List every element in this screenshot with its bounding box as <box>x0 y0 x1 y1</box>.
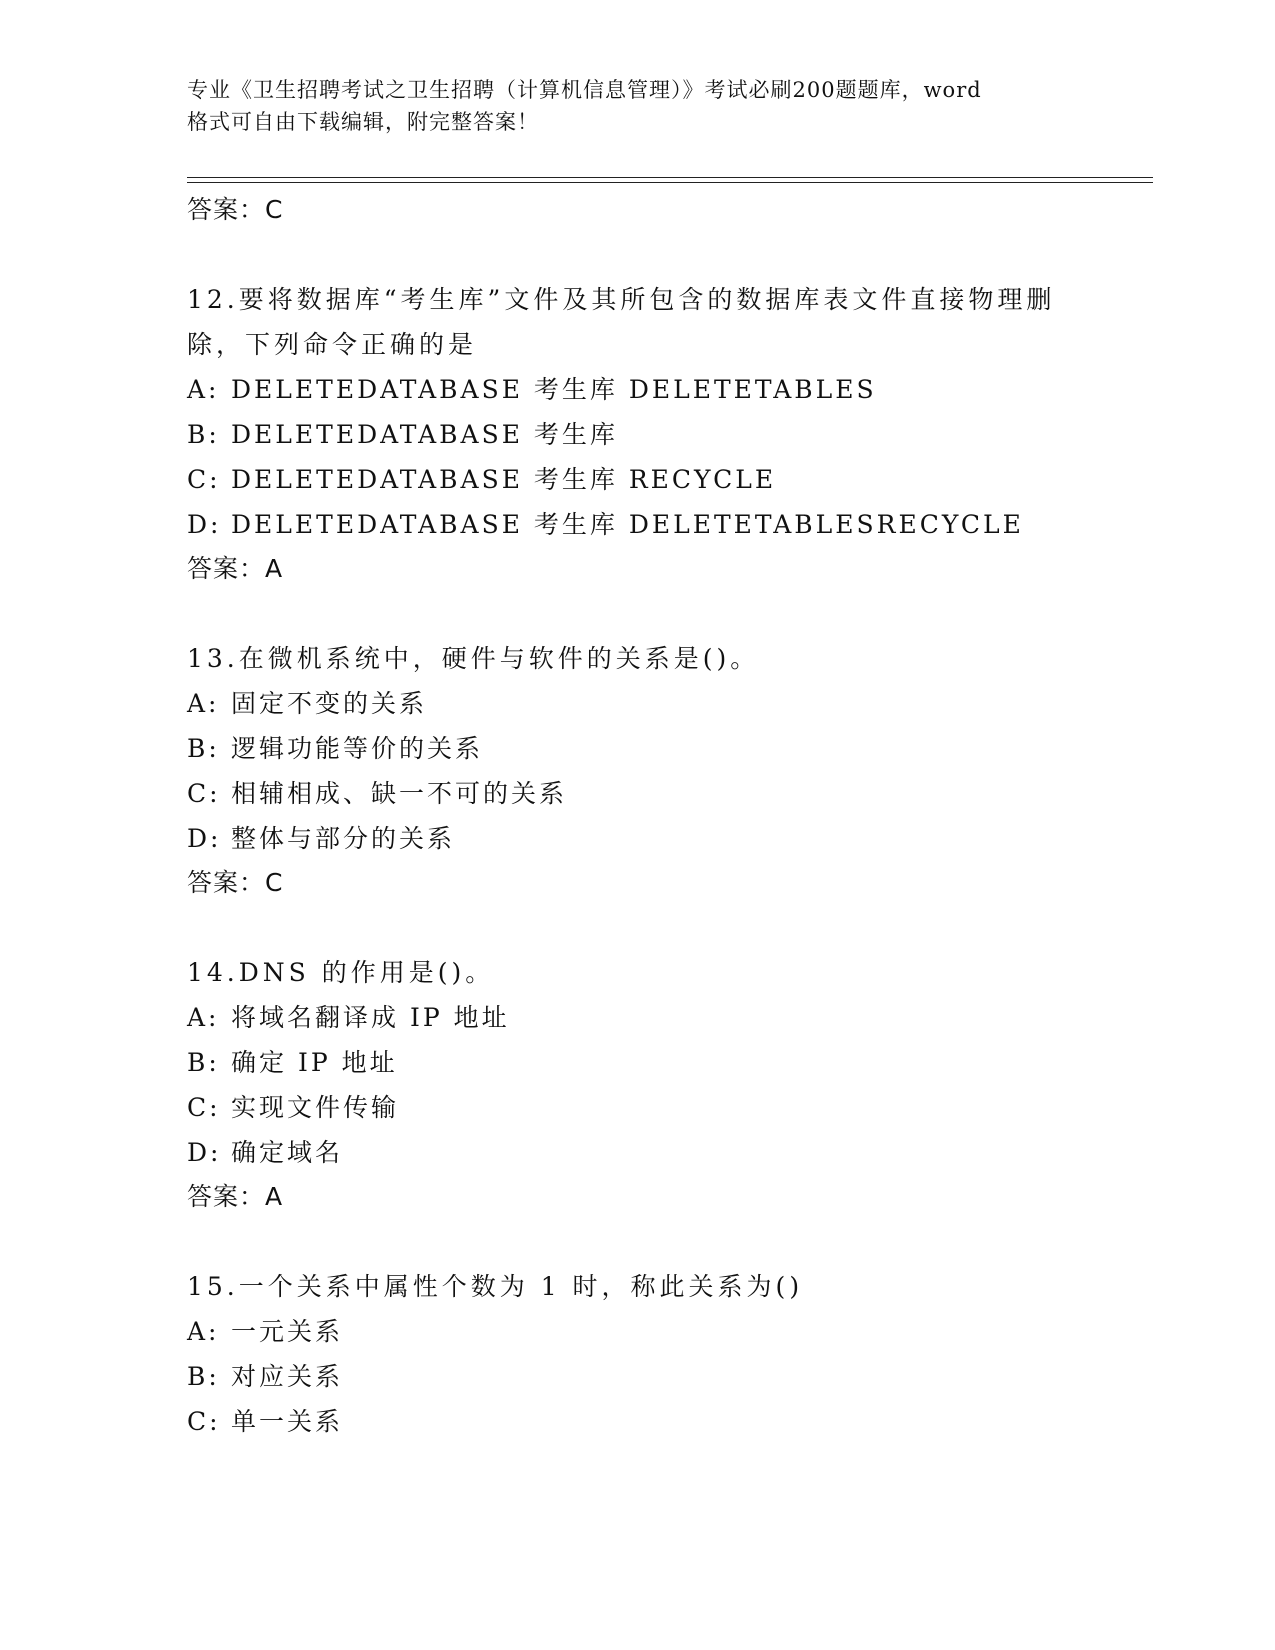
option-text: 将域名翻译成 IP 地址 <box>231 1003 510 1032</box>
option-letter: A: <box>187 1003 220 1032</box>
option-text: 逻辑功能等价的关系 <box>231 734 484 763</box>
option-letter: B: <box>187 420 220 449</box>
option-text: 固定不变的关系 <box>231 689 428 718</box>
option-c <box>187 771 1087 816</box>
question-14 <box>187 950 1087 1219</box>
option-letter: D: <box>187 1138 222 1167</box>
option-d <box>187 502 1087 547</box>
option-a <box>187 995 1087 1040</box>
spacer <box>187 232 1087 277</box>
option-b <box>187 412 1087 457</box>
spacer <box>187 1219 1087 1264</box>
question-text: 12.要将数据库“考生库”文件及其所包含的数据库表文件直接物理删 <box>187 285 1056 314</box>
question-text: 14.DNS 的作用是()。 <box>187 958 495 987</box>
option-letter: D: <box>187 510 222 539</box>
option-c <box>187 1399 1087 1444</box>
option-a <box>187 367 1087 412</box>
header-line-1: 专业《卫生招聘考试之卫生招聘（计算机信息管理）》考试必刷200题题库，word <box>187 78 982 102</box>
option-text: 整体与部分的关系 <box>231 824 456 853</box>
option-text: 确定 IP 地址 <box>231 1048 398 1077</box>
option-text: 相辅相成、缺一不可的关系 <box>231 779 568 808</box>
question-15 <box>187 1264 1087 1444</box>
question-text: 13.在微机系统中，硬件与软件的关系是()。 <box>187 644 760 673</box>
previous-answer: 答案：C <box>187 195 284 224</box>
option-letter: C: <box>187 465 221 494</box>
option-letter: A: <box>187 689 220 718</box>
header-divider <box>187 177 1153 183</box>
answer: 答案：A <box>187 1182 284 1211</box>
answer: 答案：A <box>187 554 284 583</box>
option-text: 单一关系 <box>231 1407 344 1436</box>
option-b <box>187 726 1087 771</box>
document-header <box>187 74 1087 138</box>
option-letter: C: <box>187 1407 221 1436</box>
option-d <box>187 1130 1087 1175</box>
question-text: 除，下列命令正确的是 <box>187 330 478 359</box>
option-letter: A: <box>187 1317 220 1346</box>
option-a <box>187 1309 1087 1354</box>
option-text: DELETEDATABASE 考生库 RECYCLE <box>231 465 777 494</box>
option-b <box>187 1040 1087 1085</box>
option-c <box>187 1085 1087 1130</box>
option-letter: B: <box>187 1362 220 1391</box>
option-a <box>187 681 1087 726</box>
option-letter: C: <box>187 1093 221 1122</box>
option-text: 确定域名 <box>231 1138 344 1167</box>
option-letter: B: <box>187 1048 220 1077</box>
option-b <box>187 1354 1087 1399</box>
question-12 <box>187 277 1087 591</box>
question-13 <box>187 636 1087 905</box>
spacer <box>187 591 1087 636</box>
option-letter: B: <box>187 734 220 763</box>
spacer <box>187 905 1087 950</box>
option-text: 实现文件传输 <box>231 1093 400 1122</box>
answer: 答案：C <box>187 868 284 897</box>
question-list <box>187 188 1087 1444</box>
option-letter: D: <box>187 824 222 853</box>
option-letter: A: <box>187 375 220 404</box>
header-line-2: 格式可自由下载编辑，附完整答案！ <box>187 110 539 134</box>
option-text: 一元关系 <box>231 1317 344 1346</box>
option-d <box>187 816 1087 861</box>
question-text: 15.一个关系中属性个数为 1 时，称此关系为() <box>187 1272 804 1301</box>
option-c <box>187 457 1087 502</box>
option-letter: C: <box>187 779 221 808</box>
option-text: 对应关系 <box>231 1362 344 1391</box>
option-text: DELETEDATABASE 考生库 DELETETABLES <box>231 375 877 404</box>
option-text: DELETEDATABASE 考生库 <box>231 420 618 449</box>
option-text: DELETEDATABASE 考生库 DELETETABLESRECYCLE <box>231 510 1024 539</box>
